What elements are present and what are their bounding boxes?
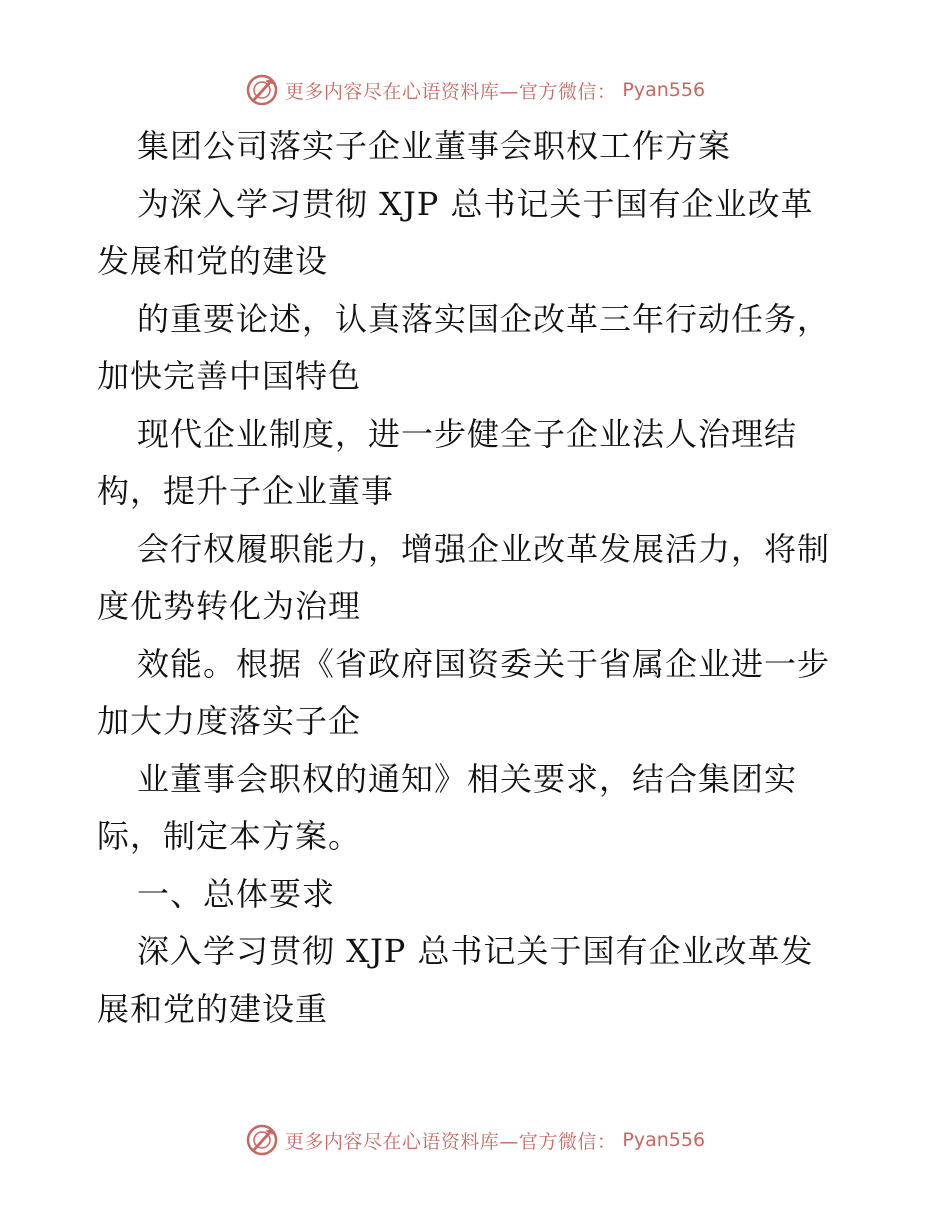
text-line: 效能。根据《省政府国资委关于省属企业进一步 [137, 644, 831, 683]
text-line: 展和党的建设重 [97, 989, 329, 1028]
document-body [97, 118, 857, 1038]
quill-seal-icon [245, 1123, 279, 1157]
text-line: 度优势转化为治理 [97, 587, 362, 625]
watermark-text: 更多内容尽在心语资料库—官方微信： [284, 80, 617, 103]
text-line: 会行权履职能力，增强企业改革发展活力，将制 [137, 529, 831, 568]
text-line: 的重要论述，认真落实国企改革三年行动任务， [137, 299, 831, 338]
text-line: 际，制定本方案。 [97, 817, 362, 855]
watermark-text: 更多内容尽在心语资料库—官方微信： [284, 1130, 617, 1153]
text-line: 现代企业制度，进一步健全子企业法人治理结 [137, 414, 798, 453]
text-line: 业董事会职权的通知》相关要求，结合集团实 [137, 759, 798, 798]
text-line: 发展和党的建设 [97, 242, 329, 280]
header-watermark [0, 70, 950, 110]
text-line: 为深入学习贯彻 XJP 总书记关于国有企业改革 [137, 184, 814, 223]
text-line: 深入学习贯彻 XJP 总书记关于国有企业改革发 [137, 932, 814, 970]
text-line: 构，提升子企业董事 [97, 472, 395, 510]
text-line: 加快完善中国特色 [97, 357, 362, 395]
text-line: 一、总体要求 [137, 874, 336, 913]
text-line: 集团公司落实子企业董事会职权工作方案 [137, 127, 732, 165]
watermark-contact: Pyan556 [622, 79, 706, 101]
quill-seal-icon [245, 73, 279, 107]
text-line: 加大力度落实子企 [97, 702, 362, 740]
footer-watermark [0, 1120, 950, 1160]
watermark-contact: Pyan556 [622, 1129, 706, 1151]
